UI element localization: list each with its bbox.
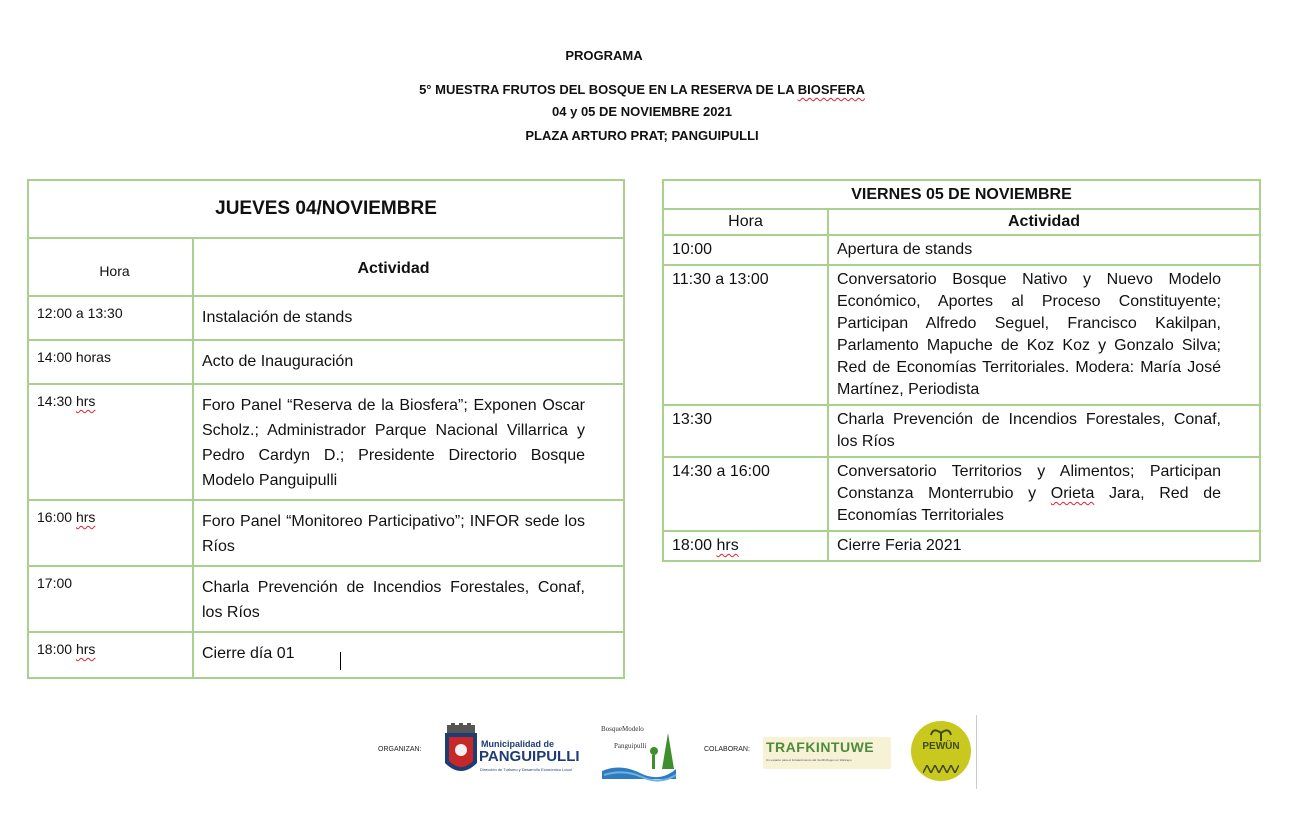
sponsor-logos <box>0 715 1308 795</box>
program-label: PROGRAMA <box>565 48 643 63</box>
row-activity: Charla Prevención de Incendios Forestales, Conaf, los Ríos <box>193 566 624 632</box>
row-activity: Apertura de stands <box>828 235 1260 265</box>
muni-line2: PANGUIPULLI <box>479 748 580 765</box>
row-activity-text: Conversatorio Territorios y Alimentos; Participan Constanza Monterrubio y <box>837 463 1221 502</box>
row-activity: Instalación de stands <box>193 296 624 340</box>
row-time: 14:30 a 16:00 <box>663 457 828 531</box>
row-time <box>663 531 828 561</box>
bosque-modelo-icon <box>600 729 678 783</box>
row-time-value: 18:00 <box>672 537 713 554</box>
friday-schedule-table <box>662 179 1261 562</box>
event-title <box>0 82 1296 97</box>
row-time-value: 14:30 <box>37 393 73 409</box>
row-time: 12:00 a 13:30 <box>28 296 193 340</box>
row-time-unit: hrs <box>75 393 96 409</box>
friday-col-actividad: Actividad <box>828 209 1260 235</box>
bosque-line2: Panguipulli <box>614 742 647 750</box>
trafkintuwe-logo <box>763 737 891 769</box>
table-row <box>663 405 1260 457</box>
event-dates: 04 y 05 DE NOVIEMBRE 2021 <box>552 104 732 119</box>
pewun-logo <box>911 721 971 781</box>
text-cursor <box>340 652 341 670</box>
event-title-main: 5° MUESTRA FRUTOS DEL BOSQUE EN LA RESERVA DE LA <box>419 82 795 97</box>
table-row <box>28 340 624 384</box>
pewun-sprout-icon <box>925 727 957 741</box>
trafkintuwe-subtitle: Un espacio para el fortalecimiento del Itxofill Mogen en Waitrapu <box>766 758 852 762</box>
row-activity: Foro Panel “Monitoreo Participativo”; INFOR sede los Ríos <box>193 500 624 566</box>
row-activity: Charla Prevención de Incendios Forestales, Conaf, los Ríos <box>828 405 1260 457</box>
row-time: 11:30 a 13:00 <box>663 265 828 405</box>
thursday-col-actividad: Actividad <box>193 238 624 296</box>
thursday-schedule-table <box>27 179 625 679</box>
friday-col-hora: Hora <box>663 209 828 235</box>
row-activity: Acto de Inauguración <box>193 340 624 384</box>
pewun-pattern-icon <box>923 765 959 773</box>
organizan-label: ORGANIZAN: <box>378 746 422 753</box>
event-title-last-word: BIOSFERA <box>797 82 865 97</box>
row-time: 10:00 <box>663 235 828 265</box>
table-row <box>663 457 1260 531</box>
trafkintuwe-name: TRAFKINTUWE <box>766 739 875 755</box>
muni-line1: Municipalidad de <box>481 739 555 749</box>
thursday-title: JUEVES 04/NOVIEMBRE <box>28 180 624 238</box>
friday-title: VIERNES 05 DE NOVIEMBRE <box>663 180 1260 209</box>
footer-divider <box>976 715 977 789</box>
table-row <box>28 384 624 500</box>
table-row <box>28 566 624 632</box>
colaboran-label: COLABORAN: <box>704 746 750 753</box>
pewun-name: PEWÜN <box>922 741 960 752</box>
row-activity: Foro Panel “Reserva de la Biosfera”; Exponen Oscar Scholz.; Administrador Parque Nacional Villarrica y Pedro Cardyn D.; Presidente Directorio Bosque Modelo Panguipulli <box>193 384 624 500</box>
row-activity <box>828 457 1260 531</box>
bosque-line1: BosqueModelo <box>601 725 644 733</box>
municipalidad-shield-icon <box>443 723 479 779</box>
row-time-value: 18:00 <box>37 641 73 657</box>
row-activity: Cierre día 01 <box>193 632 624 678</box>
table-row <box>663 531 1260 561</box>
table-row <box>28 296 624 340</box>
row-time-unit: hrs <box>716 537 739 554</box>
row-activity: Conversatorio Bosque Nativo y Nuevo Modelo Económico, Aportes al Proceso Constituyente; Participan Alfredo Seguel, Francisco Kakilpan, Parlamento Mapuche de Koz Koz y Gonzalo Silva; Red de Economías Territoriales. Modera: María José Martínez, Periodista <box>828 265 1260 405</box>
table-row <box>663 265 1260 405</box>
table-row <box>28 500 624 566</box>
muni-line3: Dirección de Turismo y Desarrollo Económico Local <box>480 767 572 772</box>
thursday-col-hora: Hora <box>28 238 193 296</box>
row-time: 13:30 <box>663 405 828 457</box>
row-time-unit: hrs <box>75 509 96 525</box>
row-time-unit: hrs <box>75 641 96 657</box>
table-row <box>663 235 1260 265</box>
row-time-value: 16:00 <box>37 509 73 525</box>
row-time: 17:00 <box>28 566 193 632</box>
event-location: PLAZA ARTURO PRAT; PANGUIPULLI <box>525 128 759 143</box>
row-time <box>28 500 193 566</box>
row-time: 14:00 horas <box>28 340 193 384</box>
row-activity-name: Orieta <box>1050 485 1095 502</box>
row-time <box>28 632 193 678</box>
row-activity-rest: Jara, Red de Economías Territoriales <box>837 485 1221 524</box>
table-row <box>28 632 624 678</box>
row-time <box>28 384 193 500</box>
row-activity: Cierre Feria 2021 <box>828 531 1260 561</box>
